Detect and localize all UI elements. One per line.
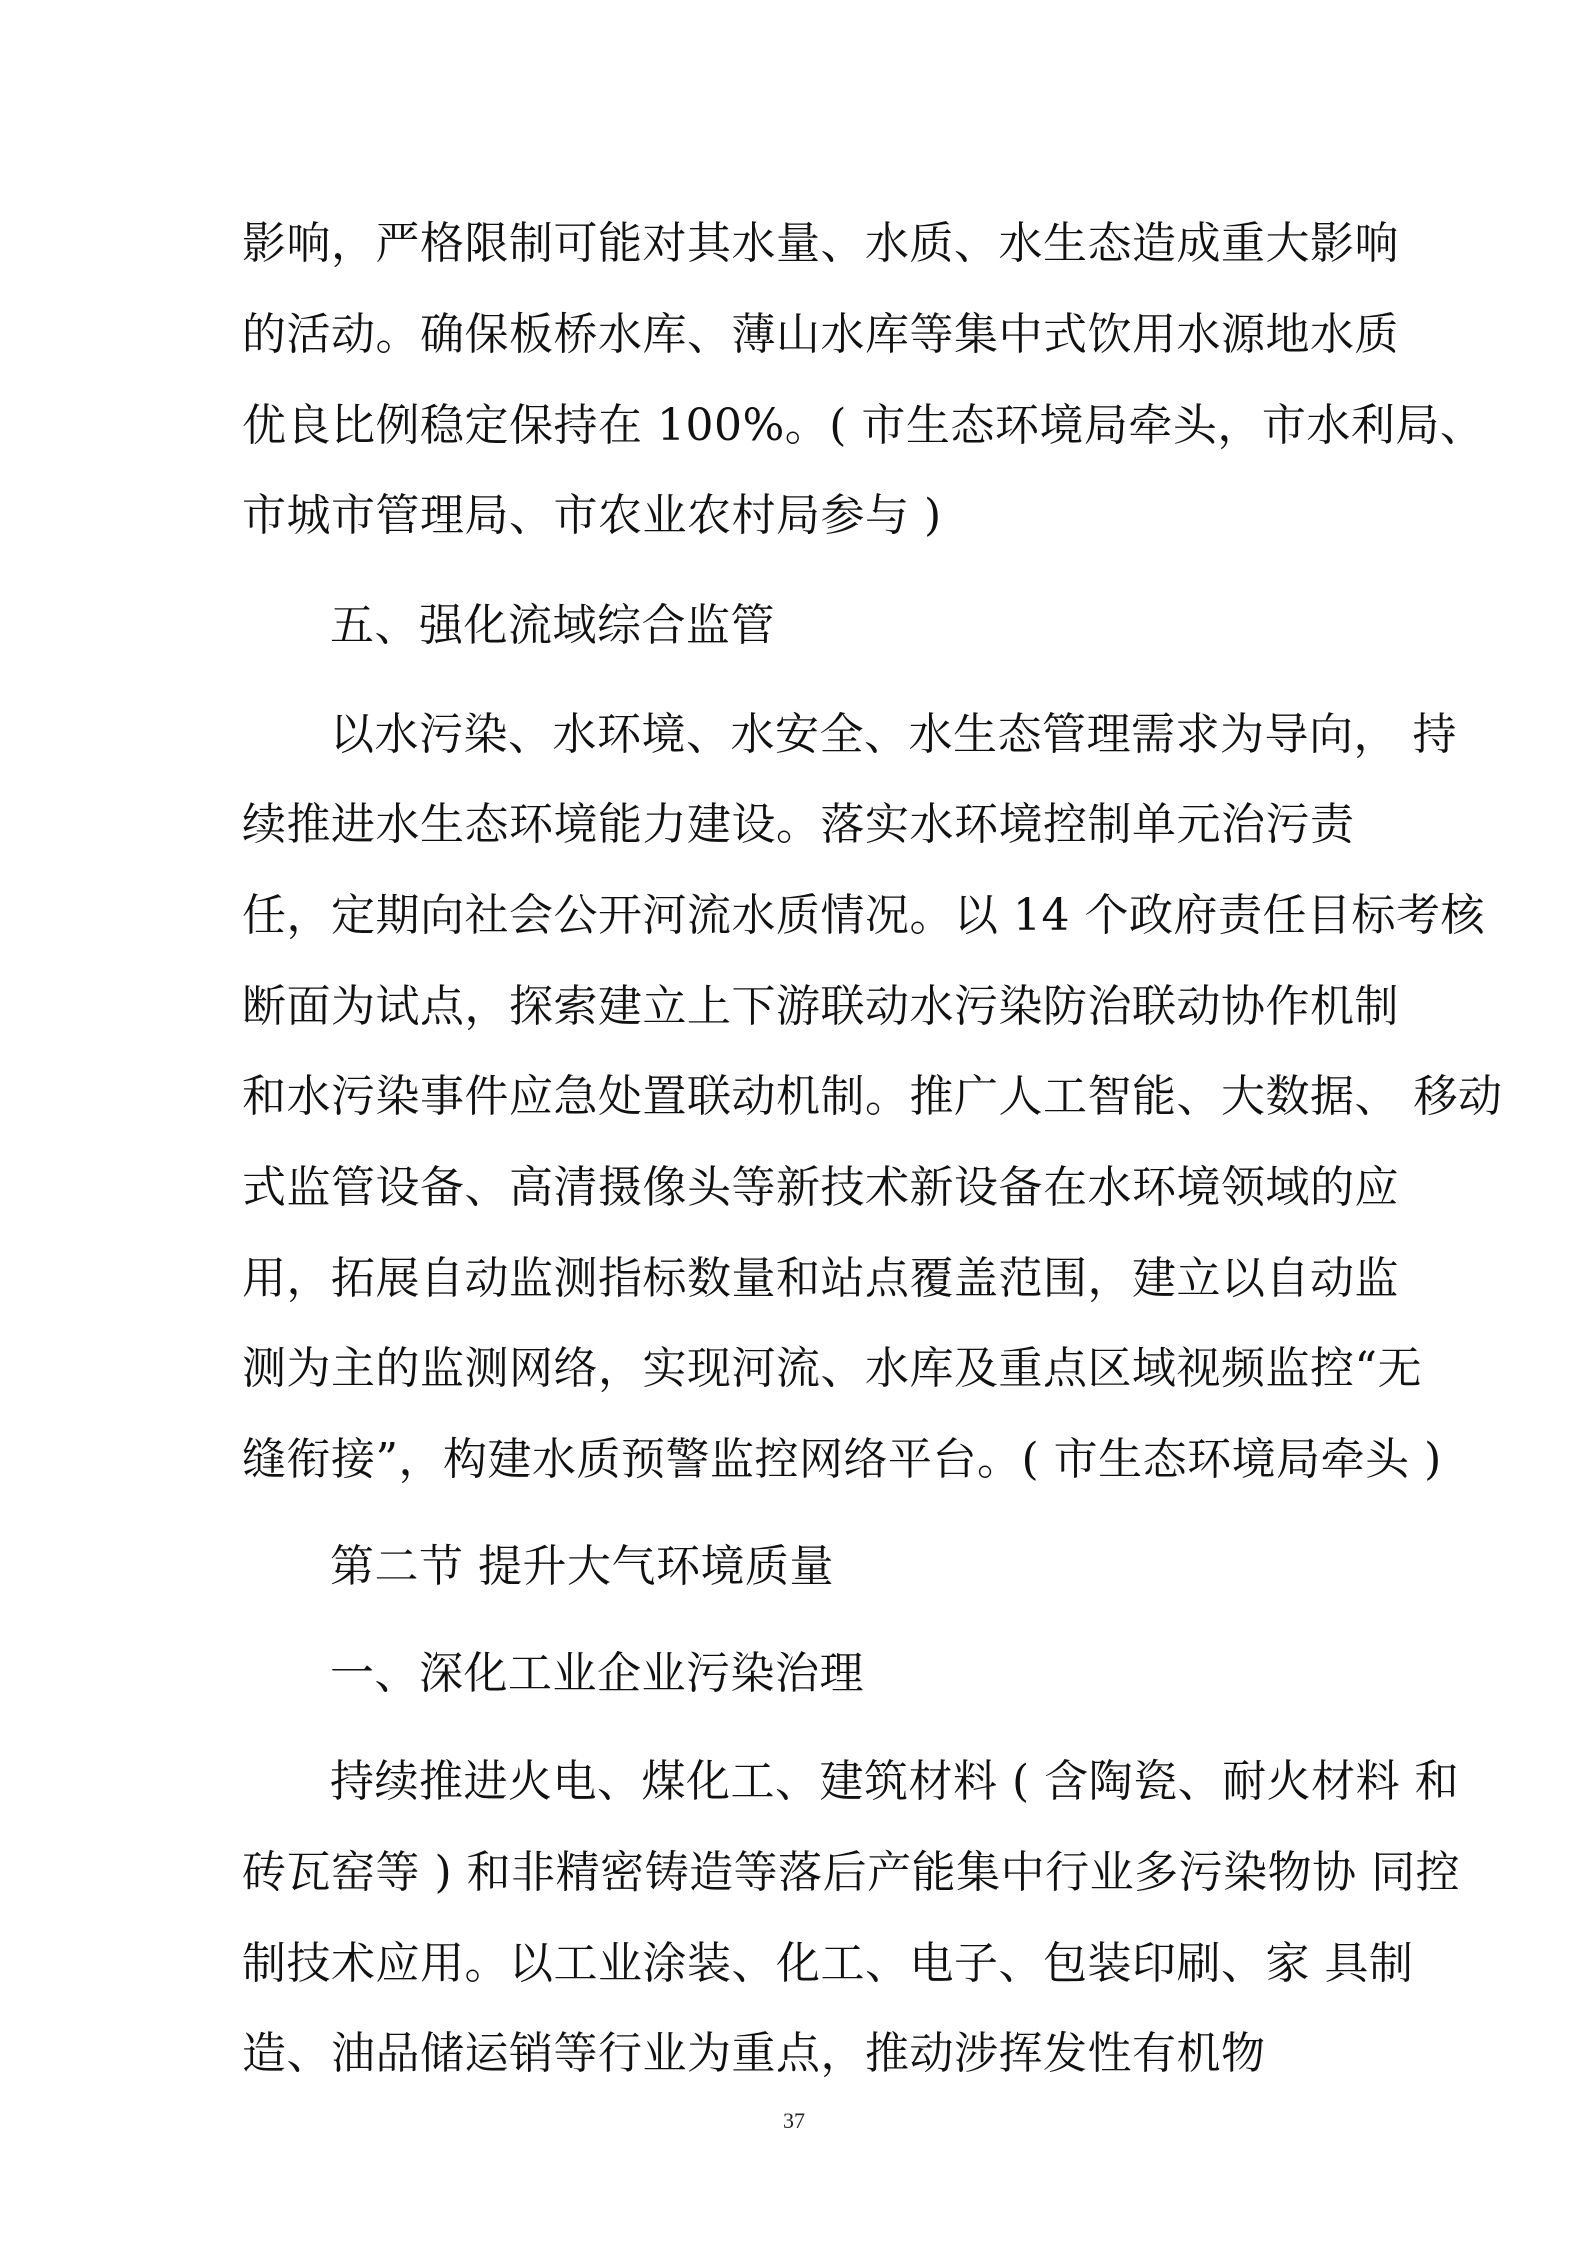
text-line: 影响，严格限制可能对其水量、水质、水生态造成重大影响 bbox=[242, 218, 1399, 269]
text-line: 市城市管理局、市农业农村局参与 ) bbox=[242, 490, 942, 541]
text-line: 式监管设备、高清摄像头等新技术新设备在水环境领域的应 bbox=[242, 1162, 1399, 1213]
text-line: 任，定期向社会公开河流水质情况。以 14 个政府责任目标考核 bbox=[242, 890, 1485, 941]
section-heading: 五、强化流域综合监管 bbox=[330, 600, 775, 651]
text-line: 测为主的监测网络，实现河流、水库及重点区域视频监控“无 bbox=[242, 1343, 1422, 1394]
text-line: 缝衔接”，构建水质预警监控网络平台。( 市生态环境局牵头 ) bbox=[242, 1434, 1442, 1485]
section-heading: 一、深化工业企业污染治理 bbox=[330, 1648, 864, 1699]
text-line: 的活动。确保板桥水库、薄山水库等集中式饮用水源地水质 bbox=[242, 309, 1399, 360]
text-line: 断面为试点，探索建立上下游联动水污染防治联动协作机制 bbox=[242, 981, 1399, 1032]
text-line: 优良比例稳定保持在 100%。( 市生态环境局牵头，市水利局、 bbox=[242, 400, 1485, 451]
text-line: 用，拓展自动监测指标数量和站点覆盖范围，建立以自动监 bbox=[242, 1253, 1399, 1304]
section-title: 第二节 提升大气环境质量 bbox=[330, 1541, 834, 1592]
text-line: 制技术应用。以工业涂装、化工、电子、包装印刷、家 具制 bbox=[242, 1938, 1414, 1989]
text-line: 续推进水生态环境能力建设。落实水环境控制单元治污责 bbox=[242, 799, 1355, 850]
text-line: 以水污染、水环境、水安全、水生态管理需求为导向， 持 bbox=[330, 709, 1457, 760]
page-number: 37 bbox=[783, 2108, 805, 2133]
text-line: 造、油品储运销等行业为重点，推动涉挥发性有机物 bbox=[242, 2028, 1266, 2079]
text-line: 和水污染事件应急处置联动机制。推广人工智能、大数据、 移动 bbox=[242, 1071, 1503, 1122]
text-line: 砖瓦窑等 ) 和非精密铸造等落后产能集中行业多污染物协 同控 bbox=[242, 1847, 1461, 1898]
text-line: 持续推进火电、煤化工、建筑材料 ( 含陶瓷、耐火材料 和 bbox=[330, 1756, 1460, 1807]
